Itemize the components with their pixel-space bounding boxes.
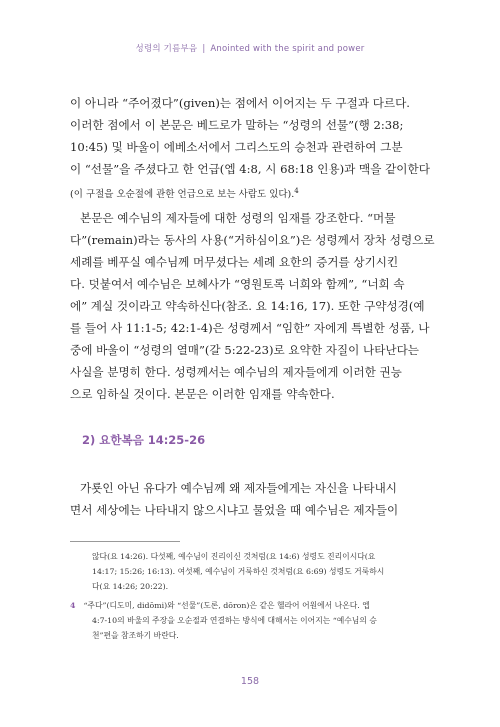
section-heading: 2) 요한복음 14:25-26 [82,433,206,447]
running-header [0,42,500,54]
paragraph-1-line: 이러한 점에서 이 본문은 베드로가 말하는 “성령의 선물”(행 2:38; [70,118,404,132]
paragraph-3-line: 가룟인 아닌 유다가 예수님께 왜 제자들에게는 자신을 나타내시 [80,481,397,495]
paragraph-1-line: 10:45) 및 바울이 에베소서에서 그리스도의 승천과 관련하여 그분 [70,140,403,154]
paragraph-1-line: (이 구절을 오순절에 관한 언급으로 보는 사람도 있다). [70,189,295,201]
footnote-line: 4:7-10의 바울의 주장을 오순절과 연결하는 방식에 대해서는 이어지는 “예수님의 승 [92,616,377,625]
paragraph-1-last-line [70,180,422,206]
paragraph-1 [70,92,430,206]
footnote-number: 4 [70,601,76,610]
footnote-4 [70,598,426,643]
running-header-english: Anointed with the spirit and power [210,44,365,54]
footnote-reference: 4 [294,187,299,195]
footnote-continued [70,549,426,594]
footnote-line: 다(요 14:26; 20:22). [92,582,169,591]
paragraph-2-line: 으로 임하실 것이다. 본문은 이러한 임재를 약속한다. [70,387,335,401]
paragraph-2-line: 사실을 분명히 한다. 성령께서는 예수님의 제자들에게 이러한 권능 [70,365,402,379]
running-header-korean: 성령의 기름부음 [135,44,198,54]
paragraph-2-line: 에” 계실 것이라고 약속하신다(참조. 요 14:16, 17). 또한 구약성경(예 [70,299,425,313]
paragraph-2-line: 세례를 베푸실 예수님께 머무셨다는 세례 요한의 증거를 상기시킨 [70,255,399,269]
paragraph-2-line: 다. 덧붙여서 예수님은 보혜사가 “영원토록 너희와 함께”, “너희 속 [70,277,405,291]
paragraph-2-line: 중에 바울이 “성령의 열매”(갈 5:22-23)로 요약한 자질이 나타난다는 [70,343,419,357]
paragraph-3-line: 면서 세상에는 나타내지 않으시냐고 물었을 때 예수님은 제자들이 [70,503,399,517]
footnote-line: 14:17; 15:26; 16:13). 여섯째, 예수님이 거룩하신 것처럼(요 6:69) 성령도 거룩하시 [92,567,385,576]
paragraph-1-line: 이 “선물”을 주셨다고 한 언급(엡 4:8, 시 68:18 인용)과 맥을 같이한다 [70,162,430,176]
footnote-4-first-line [70,598,426,613]
paragraph-2-line: 본문은 예수님의 제자들에 대한 성령의 임재를 강조한다. “머물 [80,211,396,225]
header-separator: | [202,44,206,54]
paragraph-2-line: 다”(remain)라는 동사의 사용(“거하심이요”)은 성령께서 장차 성령으로 [70,233,435,247]
paragraph-2-line: 를 들어 사 11:1-5; 42:1-4)은 성령께서 “임한” 자에게 특별한 성품, 나 [70,321,430,335]
paragraph-2 [70,207,435,405]
paragraph-3 [70,477,422,521]
footnote-line: 않다(요 14:26). 다섯째, 예수님이 진리이신 것처럼(요 14:6) 성령도 진리이시다(요 [92,552,376,561]
footnote-line: “주다”(디도미, didōmi)와 “선물”(도론, dōron)은 같은 헬라어 어원에서 나온다. 엡 [83,601,370,610]
footnote-line: 천”편을 참조하기 바란다. [92,631,179,640]
footnote-divider [70,541,180,542]
paragraph-1-line: 이 아니라 “주어졌다”(given)는 점에서 이어지는 두 구절과 다르다. [70,96,410,110]
page-number: 158 [240,676,260,687]
